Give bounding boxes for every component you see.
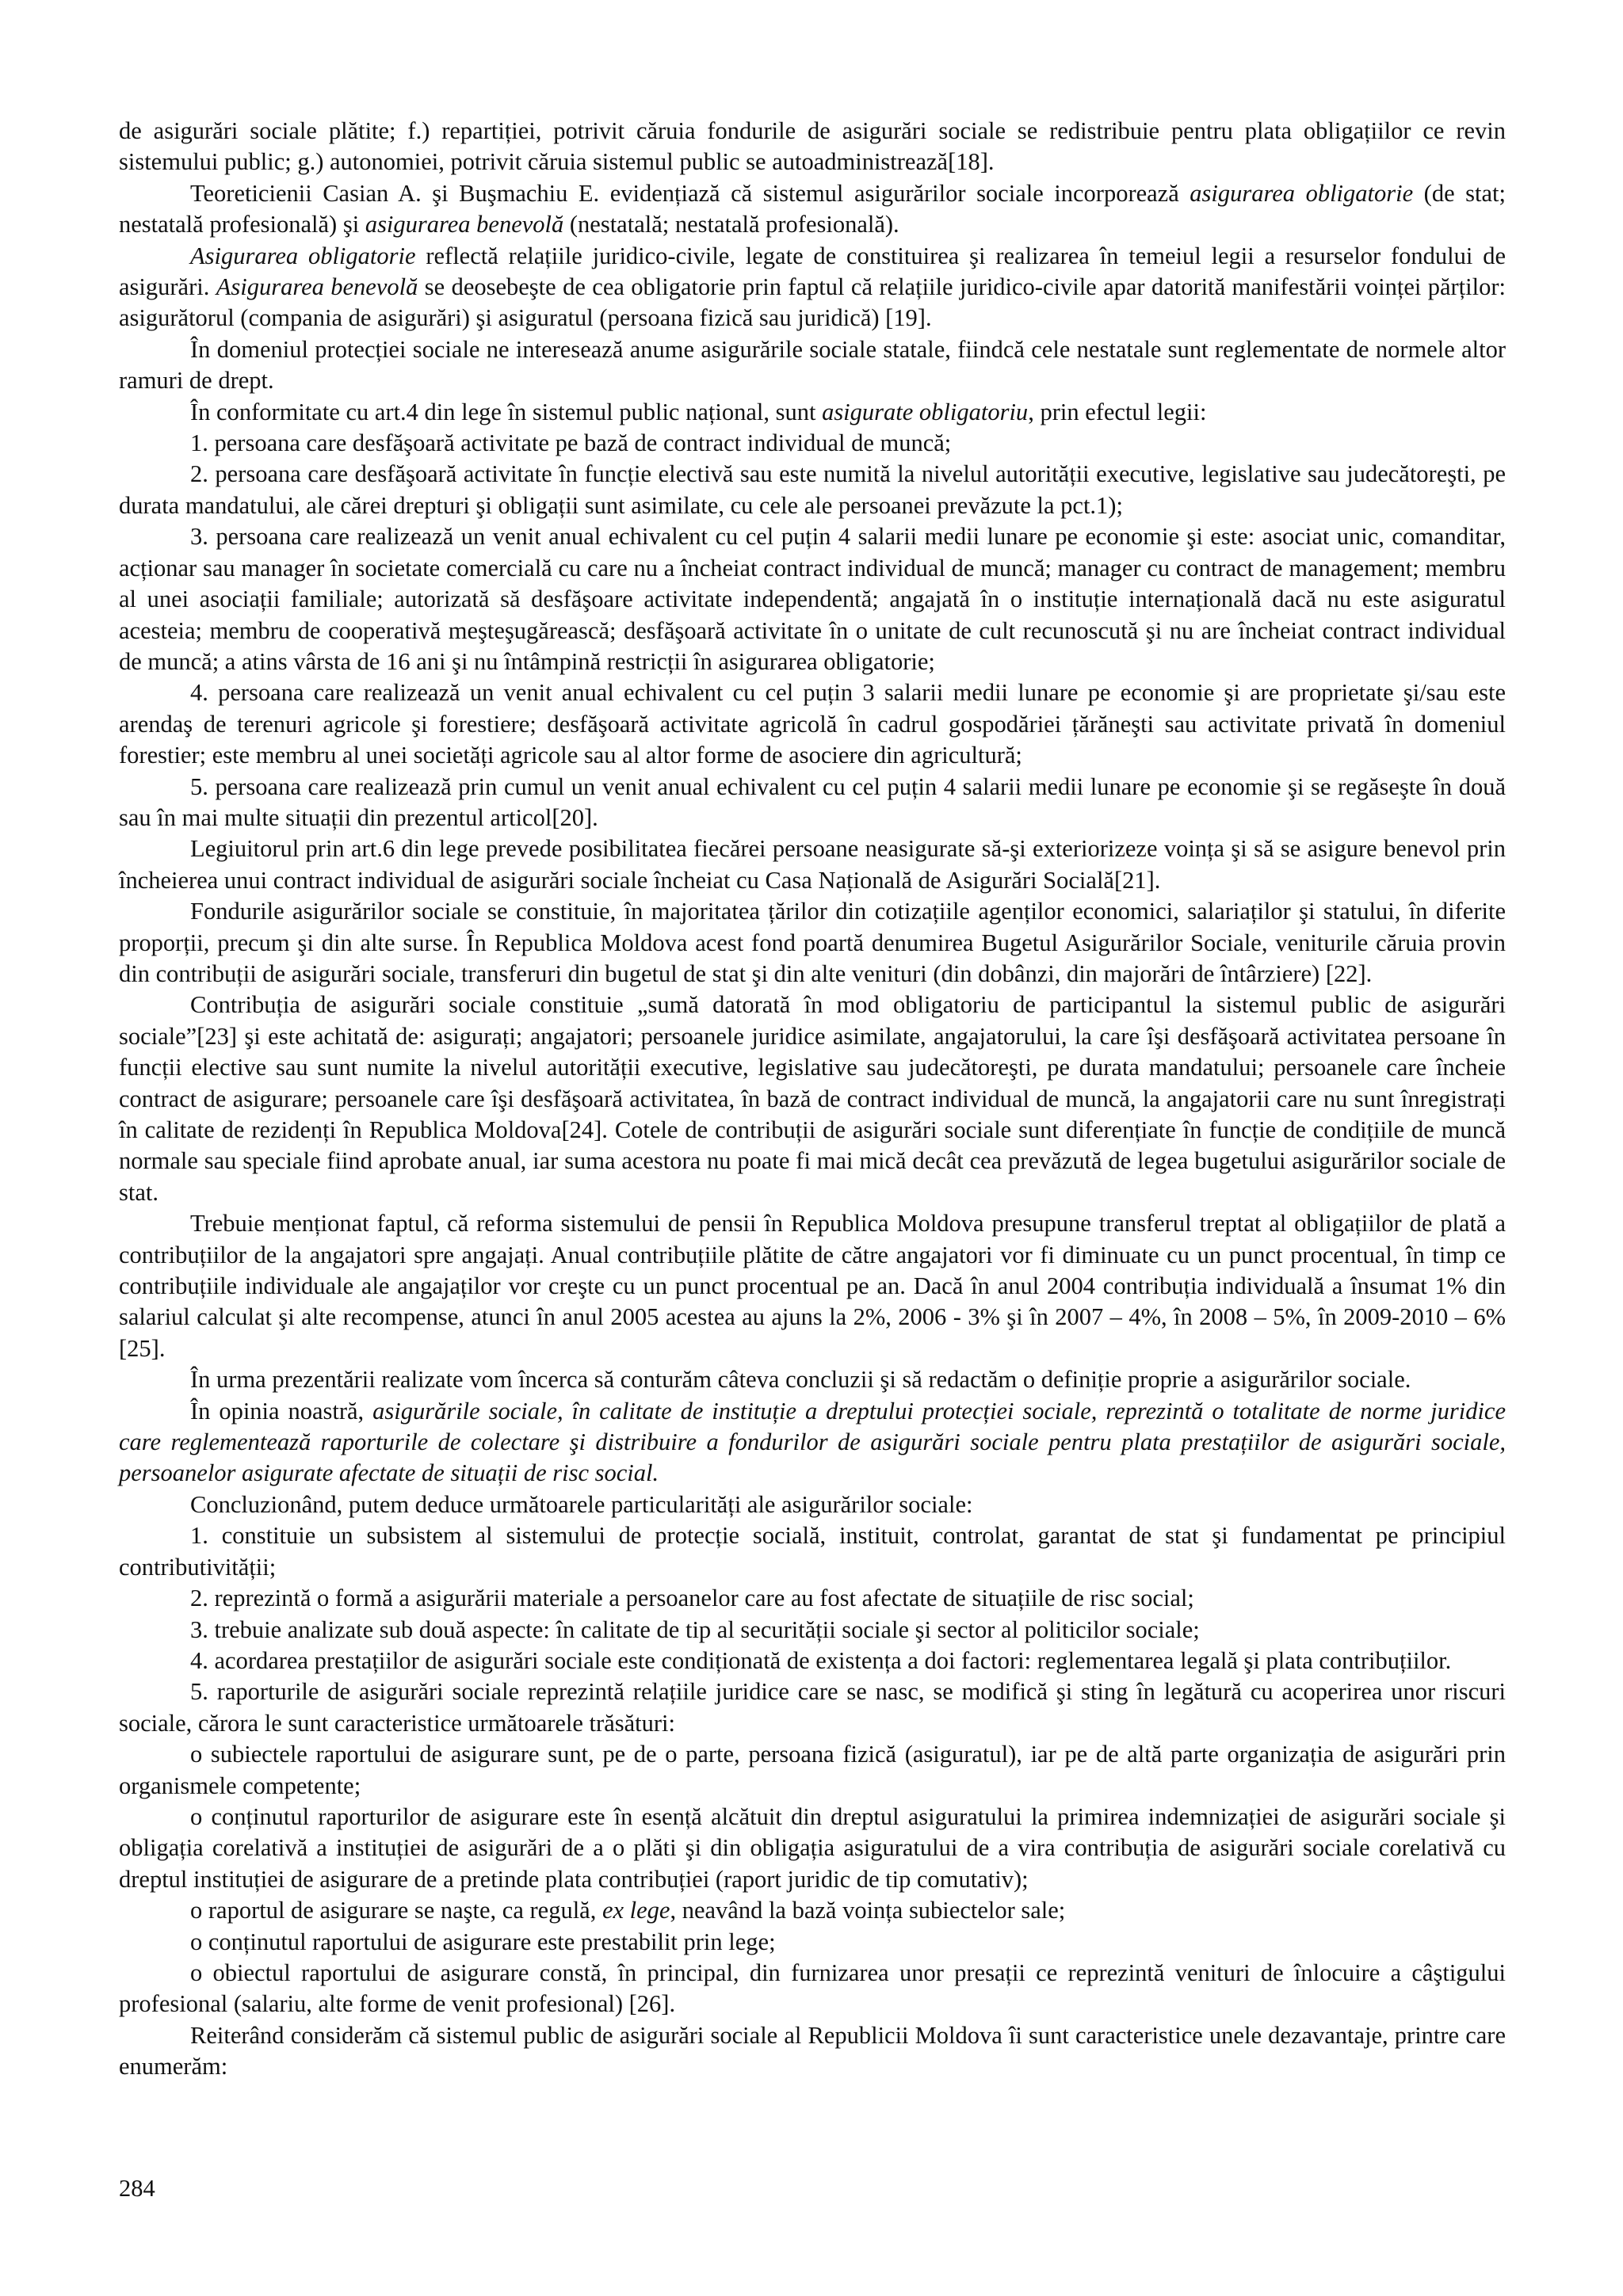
paragraph [119, 1958, 1506, 2020]
paragraph [119, 1396, 1506, 1489]
text-run: Trebuie menționat faptul, că reforma sistemului de pensii în Republica Moldova presupune transferul treptat al obligațiilor de plată a contribuțiilor de la angajatori spre angajați. Anual contribuțiile plătite de către angajatori vor fi diminuate cu un punct procentual, în timp ce contribuțiile individuale ale angajaților vor creşte cu un punct procentual pe an. Dacă în anul 2004 contribuția individuală a însumat 1% din salariul calculat şi alte recompense, atunci în anul 2005 acestea au ajuns la 2%, 2006 - 3% şi în 2007 – 4%, în 2008 – 5%, în 2009-2010 – 6%[25]. [119, 1210, 1506, 1362]
text-run: 2. reprezintă o formă a asigurării materiale a persoanelor care au fost afectate de situațiile de risc social; [190, 1585, 1194, 1612]
italic-text: asigurările sociale, în calitate de instituție a dreptului protecției sociale, reprezintă o totalitate de norme juridice care reglementează raporturile de colectare şi distribuire a fondurilor de asigurări sociale pentru plata prestațiilor de asigurări sociale, persoanelor asigurate afectate de situații de risc social. [119, 1397, 1507, 1487]
text-run: În conformitate cu art.4 din lege în sistemul public național, sunt [190, 398, 823, 425]
paragraph [119, 1615, 1506, 1646]
paragraph [119, 1489, 1506, 1520]
text-run: 5. persoana care realizează prin cumul un venit anual echivalent cu cel puțin 4 salarii medii lunare pe economie şi se regăseşte în două sau în mai multe situații din prezentul articol[20]. [119, 772, 1506, 831]
italic-text: asigurarea benevolă [365, 211, 564, 238]
paragraph [119, 178, 1506, 241]
italic-text: Asigurarea obligatorie [190, 242, 416, 269]
paragraph [119, 1895, 1506, 1926]
page-number: 284 [119, 2175, 155, 2202]
text-run: o conținutul raporturilor de asigurare este în esență alcătuit din dreptul asiguratului la primirea indemnizației de asigurări sociale şi obligația corelativă a instituției de asigurări de a o plăti şi din obligația asiguratului de a vira contribuția de asigurări sociale corelativă cu dreptul instituției de asigurare de a pretinde plata contribuției (raport juridic de tip comutativ); [119, 1802, 1506, 1893]
paragraph [119, 428, 1506, 459]
paragraph [119, 1927, 1506, 1958]
paragraph [119, 990, 1506, 1208]
text-run: o subiectele raportului de asigurare sunt, pe de o parte, persoana fizică (asiguratul), iar pe de altă parte organizația de asigurări prin organismele competente; [119, 1741, 1506, 1799]
text-run: 3. persoana care realizează un venit anual echivalent cu cel puțin 4 salarii medii lunare pe economie şi este: asociat unic, comanditar, acționar sau manager în societate comercială cu care nu a încheiat contract individual de muncă; manager cu contract de management; membru al unei asociații familiale; autorizată să desfăşoare activitate independentă; angajată în o instituție internațională dacă nu este asiguratul acesteia; membru de cooperativă meşteşugărească; desfăşoară activitate în o unitate de cult recunoscută şi nu are încheiat contract individual de muncă; a atins vârsta de 16 ani şi nu întâmpină restricții în asigurarea obligatorie; [119, 523, 1506, 675]
paragraph [119, 1646, 1506, 1676]
paragraph [119, 397, 1506, 428]
italic-text: asigurarea obligatorie [1190, 179, 1414, 207]
paragraph [119, 1208, 1506, 1364]
text-run: de asigurări sociale plătite; f.) repartiției, potrivit căruia fondurile de asigurări sociale se redistribuie pentru plata obligațiilor ce revin sistemului public; g.) autonomiei, potrivit căruia sistemul public se autoadministrează[18]. [119, 117, 1506, 176]
text-run: , neavând la bază voința subiectelor sale; [670, 1897, 1066, 1924]
text-run: , prin efectul legii: [1028, 398, 1207, 425]
paragraph [119, 1520, 1506, 1583]
text-run: 1. persoana care desfăşoară activitate pe bază de contract individual de muncă; [190, 429, 952, 457]
paragraph [119, 772, 1506, 834]
text-run: o raportul de asigurare se naşte, ca regulă, [190, 1897, 602, 1924]
text-run: Reiterând considerăm că sistemul public de asigurări sociale al Republicii Moldova îi sunt caracteristice unele dezavantaje, printre care enumerăm: [119, 2021, 1506, 2081]
text-run: Fondurile asigurărilor sociale se constituie, în majoritatea țărilor din cotizațiile agenților economici, salariaților şi statului, în diferite proporții, precum şi din alte surse. În Republica Moldova acest fond poartă denumirea Bugetul Asigurărilor Sociale, veniturile căruia provin din contribuții de asigurări sociale, transferuri din bugetul de stat şi din alte venituri (din dobânzi, din majorări de întârziere) [22]. [119, 898, 1506, 987]
text-run: se deosebeşte de cea obligatorie prin faptul că relațiile juridico-civile apar datorită manifestării voinței părților: asigurătorul (compania de asigurări) şi asiguratul (persoana fizică sau juridică) [19]. [119, 273, 1506, 332]
paragraph [119, 1364, 1506, 1395]
paragraph [119, 2020, 1506, 2083]
paragraph [119, 459, 1506, 521]
text-run: 4. acordarea prestațiilor de asigurări sociale este condiționată de existența a doi factori: reglementarea legală şi plata contribuțiilor. [190, 1646, 1452, 1674]
text-run: În urma prezentării realizate vom încerca să conturăm câteva concluzii şi să redactăm o definiție proprie a asigurărilor sociale. [190, 1366, 1411, 1394]
paragraph [119, 1802, 1506, 1895]
text-run: 3. trebuie analizate sub două aspecte: în calitate de tip al securității sociale şi sector al politicilor sociale; [190, 1615, 1200, 1643]
paragraph [119, 833, 1506, 896]
text-run: 2. persoana care desfăşoară activitate în funcție electivă sau este numită la nivelul autorității executive, legislative sau judecătoreşti, pe durata mandatului, ale cărei drepturi şi obligații sunt asimilate, cu cele ale persoanei prevăzute la pct.1); [119, 460, 1506, 519]
document-body [119, 116, 1506, 2083]
paragraph [119, 116, 1506, 178]
paragraph [119, 1676, 1506, 1739]
text-run: Legiuitorul prin art.6 din lege prevede posibilitatea fiecărei persoane neasigurate să-şi exteriorizeze voința şi să se asigure benevol prin încheierea unui contract individual de asigurări sociale încheiat cu Casa Națională de Asigurări Socială[21]. [119, 835, 1506, 894]
text-run: 5. raporturile de asigurări sociale reprezintă relațiile juridice care se nasc, se modifică şi sting în legătură cu acoperirea unor riscuri sociale, cărora le sunt caracteristice următoarele trăsături: [119, 1678, 1506, 1737]
paragraph [119, 896, 1506, 990]
text-run: 1. constituie un subsistem al sistemului de protecție socială, instituit, controlat, garantat de stat şi fundamentat pe principiul contributivității; [119, 1522, 1506, 1581]
text-run: Contribuția de asigurări sociale constituie „sumă datorată în mod obligatoriu de participantul la sistemul public de asigurări sociale”[23] şi este achitată de: asigurați; angajatori; persoanele juridice asimilate, angajatorului, la care îşi desfăşoară activitatea persoane în funcții elective sau sunt numite la nivelul autorității executive, legislative sau judecătoreşti, pe durata mandatului; persoanele care încheie contract de asigurare; persoanele care îşi desfăşoară activitatea, în bază de contract individual de muncă, la angajatorii care nu sunt înregistrați în calitate de rezidenți în Republica Moldova[24]. Cotele de contribuții de asigurări sociale sunt diferențiate în funcție de condițiile de muncă normale sau speciale fiind aprobate anual, iar suma acestora nu poate fi mai mică decât cea prevăzută de legea bugetului asigurărilor sociale de stat. [119, 991, 1506, 1206]
text-run: Concluzionând, putem deduce următoarele particularități ale asigurărilor sociale: [190, 1490, 973, 1518]
text-run: o obiectul raportului de asigurare constă, în principal, din furnizarea unor presații ce reprezintă venituri de înlocuire a câştigului profesional (salariu, alte forme de venit profesional) [26]. [119, 1958, 1506, 2018]
paragraph [119, 677, 1506, 771]
text-run: (de stat; nestatală profesională) şi [119, 179, 1506, 238]
text-run: În domeniul protecției sociale ne interesează anume asigurările sociale statale, fiindcă cele nestatale sunt reglementate de normele altor ramuri de drept. [119, 335, 1506, 395]
paragraph [119, 241, 1506, 334]
paragraph [119, 1583, 1506, 1614]
italic-text: asigurate obligatoriu [822, 398, 1029, 425]
text-run: Teoreticienii Casian A. şi Buşmachiu E. evidențiază că sistemul asigurărilor sociale incorporează [190, 179, 1190, 207]
paragraph [119, 334, 1506, 397]
text-run: 4. persoana care realizează un venit anual echivalent cu cel puțin 3 salarii medii lunare pe economie şi are proprietate şi/sau este arendaş de terenuri agricole şi forestiere; desfăşoară activitate agricolă în cadrul gospodăriei țărăneşti sau activitate privată în domeniul forestier; este membru al unei societăți agricole sau al altor forme de asociere din agricultură; [119, 679, 1506, 769]
text-run: În opinia noastră, [190, 1397, 373, 1425]
text-run: o conținutul raportului de asigurare este prestabilit prin lege; [190, 1928, 776, 1955]
italic-text: Asigurarea benevolă [216, 273, 418, 301]
text-run: (nestatală; nestatală profesională). [563, 211, 899, 238]
paragraph [119, 1739, 1506, 1802]
italic-text: ex lege [601, 1897, 670, 1924]
text-run: reflectă relațiile juridico-civile, legate de constituirea şi realizarea în temeiul legii a resurselor fondului de asigurări. [119, 242, 1507, 301]
paragraph [119, 521, 1506, 677]
